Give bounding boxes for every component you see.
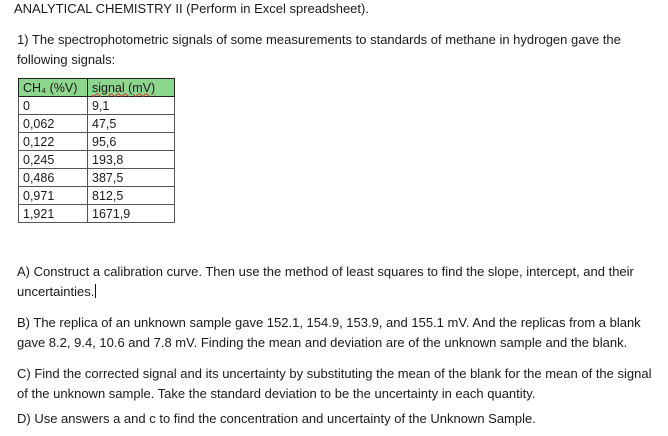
table-row: [19, 151, 175, 169]
part-a-text: A) Construct a calibration curve. Then use the method of least squares to find the slope, intercept, and their uncertainties.: [17, 264, 634, 299]
question-1-intro: 1) The spectrophotometric signals of some measurements to standards of methane in hydrogen gave the following signals:: [17, 32, 621, 67]
table-row: [19, 169, 175, 187]
table-cell-signal: 9,1: [88, 97, 175, 115]
table-cell-concentration: 0,122: [19, 133, 88, 151]
column-header-concentration: CH₄ (%V): [19, 79, 88, 97]
table-row: [19, 133, 175, 151]
table-cell-signal: 47,5: [88, 115, 175, 133]
table-cell-concentration: 0,062: [19, 115, 88, 133]
table-header-row: [19, 79, 175, 97]
calibration-data-table: [18, 78, 175, 223]
table-row: [19, 187, 175, 205]
text-cursor: [95, 284, 96, 298]
table-cell-concentration: 0,245: [19, 151, 88, 169]
table-cell-concentration: 0,486: [19, 169, 88, 187]
table-row: [19, 115, 175, 133]
table-row: [19, 205, 175, 223]
table-row: [19, 97, 175, 115]
document-heading: ANALYTICAL CHEMISTRY II (Perform in Excel spreadsheet).: [14, 1, 369, 16]
table-cell-signal: 387,5: [88, 169, 175, 187]
table-cell-concentration: 0: [19, 97, 88, 115]
table-cell-signal: 1671,9: [88, 205, 175, 223]
table-cell-signal: 193,8: [88, 151, 175, 169]
question-part-d: D) Use answers a and c to find the concentration and uncertainty of the Unknown Sample.: [17, 411, 536, 426]
question-part-c: C) Find the corrected signal and its uncertainty by substituting the mean of the blank for the mean of the signal of the unknown sample. Take the standard deviation to be the uncertainty in each quantity.: [17, 366, 652, 401]
table-cell-signal: 812,5: [88, 187, 175, 205]
table-cell-concentration: 0,971: [19, 187, 88, 205]
table-cell-signal: 95,6: [88, 133, 175, 151]
table-cell-concentration: 1,921: [19, 205, 88, 223]
column-header-signal: signal (mV): [88, 79, 175, 97]
question-part-a[interactable]: [17, 262, 659, 302]
question-part-b: B) The replica of an unknown sample gave 152.1, 154.9, 153.9, and 155.1 mV. And the replicas from a blank gave 8.2, 9.4, 10.6 and 7.8 mV. Finding the mean and deviation are of the unknown sample and the blank.: [17, 315, 641, 350]
